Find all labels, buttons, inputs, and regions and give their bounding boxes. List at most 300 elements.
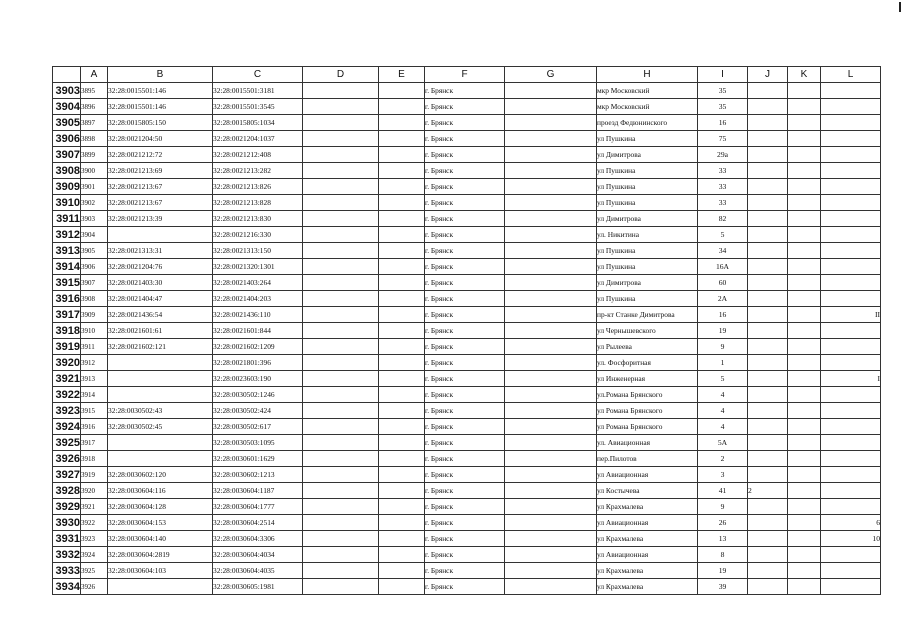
- row-number[interactable]: 3918: [53, 323, 81, 339]
- cell-g[interactable]: [505, 259, 597, 275]
- cell-d[interactable]: [303, 355, 379, 371]
- cell-l[interactable]: [821, 499, 881, 515]
- cell-e[interactable]: [379, 179, 425, 195]
- cell-l[interactable]: [821, 579, 881, 595]
- cell-f[interactable]: г. Брянск: [425, 259, 505, 275]
- cell-g[interactable]: [505, 227, 597, 243]
- cell-g[interactable]: [505, 147, 597, 163]
- cell-d[interactable]: [303, 515, 379, 531]
- cell-e[interactable]: [379, 371, 425, 387]
- row-number[interactable]: 3915: [53, 275, 81, 291]
- cell-l[interactable]: 6: [821, 515, 881, 531]
- cell-d[interactable]: [303, 435, 379, 451]
- cell-e[interactable]: [379, 243, 425, 259]
- cell-l[interactable]: [821, 467, 881, 483]
- row-number[interactable]: 3904: [53, 99, 81, 115]
- column-header-d[interactable]: D: [303, 67, 379, 83]
- cell-d[interactable]: [303, 483, 379, 499]
- row-number[interactable]: 3913: [53, 243, 81, 259]
- cell-i[interactable]: 33: [698, 179, 748, 195]
- cell-c[interactable]: 32:28:0023603:190: [213, 371, 303, 387]
- cell-i[interactable]: 16: [698, 307, 748, 323]
- cell-e[interactable]: [379, 131, 425, 147]
- cell-i[interactable]: 4: [698, 419, 748, 435]
- cell-d[interactable]: [303, 211, 379, 227]
- cell-i[interactable]: 13: [698, 531, 748, 547]
- cell-j[interactable]: [748, 291, 788, 307]
- cell-a[interactable]: 3902: [81, 195, 108, 211]
- cell-i[interactable]: 33: [698, 195, 748, 211]
- row-number[interactable]: 3914: [53, 259, 81, 275]
- cell-l[interactable]: [821, 323, 881, 339]
- cell-g[interactable]: [505, 179, 597, 195]
- cell-l[interactable]: [821, 227, 881, 243]
- cell-h[interactable]: ул. Авиационная: [597, 435, 698, 451]
- cell-j[interactable]: [748, 83, 788, 99]
- cell-f[interactable]: г. Брянск: [425, 163, 505, 179]
- cell-g[interactable]: [505, 323, 597, 339]
- row-number[interactable]: 3924: [53, 419, 81, 435]
- cell-b[interactable]: [108, 451, 213, 467]
- cell-k[interactable]: [788, 275, 821, 291]
- cell-j[interactable]: [748, 339, 788, 355]
- cell-f[interactable]: г. Брянск: [425, 371, 505, 387]
- cell-b[interactable]: [108, 579, 213, 595]
- cell-d[interactable]: [303, 83, 379, 99]
- row-number[interactable]: 3928: [53, 483, 81, 499]
- cell-b[interactable]: 32:28:0030502:45: [108, 419, 213, 435]
- cell-j[interactable]: [748, 131, 788, 147]
- cell-h[interactable]: ул. Никитина: [597, 227, 698, 243]
- cell-f[interactable]: г. Брянск: [425, 115, 505, 131]
- cell-f[interactable]: г. Брянск: [425, 563, 505, 579]
- cell-j[interactable]: [748, 227, 788, 243]
- cell-e[interactable]: [379, 83, 425, 99]
- cell-d[interactable]: [303, 323, 379, 339]
- cell-a[interactable]: 3910: [81, 323, 108, 339]
- cell-j[interactable]: [748, 419, 788, 435]
- cell-h[interactable]: ул Рылеева: [597, 339, 698, 355]
- cell-k[interactable]: [788, 483, 821, 499]
- cell-c[interactable]: 32:28:0021404:203: [213, 291, 303, 307]
- cell-j[interactable]: [748, 467, 788, 483]
- cell-h[interactable]: ул Чернышевского: [597, 323, 698, 339]
- cell-a[interactable]: 3906: [81, 259, 108, 275]
- cell-l[interactable]: [821, 211, 881, 227]
- column-header-f[interactable]: F: [425, 67, 505, 83]
- cell-h[interactable]: ул Димитрова: [597, 147, 698, 163]
- cell-g[interactable]: [505, 115, 597, 131]
- cell-j[interactable]: [748, 275, 788, 291]
- cell-h[interactable]: ул Авиационная: [597, 515, 698, 531]
- cell-j[interactable]: [748, 499, 788, 515]
- cell-a[interactable]: 3909: [81, 307, 108, 323]
- cell-b[interactable]: [108, 387, 213, 403]
- cell-k[interactable]: [788, 339, 821, 355]
- cell-i[interactable]: 16: [698, 115, 748, 131]
- cell-b[interactable]: 32:28:0015805:150: [108, 115, 213, 131]
- cell-l[interactable]: [821, 483, 881, 499]
- cell-j[interactable]: [748, 211, 788, 227]
- cell-i[interactable]: 5: [698, 227, 748, 243]
- cell-c[interactable]: 32:28:0021213:830: [213, 211, 303, 227]
- cell-e[interactable]: [379, 211, 425, 227]
- cell-j[interactable]: [748, 307, 788, 323]
- cell-l[interactable]: [821, 115, 881, 131]
- cell-k[interactable]: [788, 99, 821, 115]
- cell-c[interactable]: 32:28:0021436:110: [213, 307, 303, 323]
- cell-k[interactable]: [788, 131, 821, 147]
- cell-c[interactable]: 32:28:0021601:844: [213, 323, 303, 339]
- cell-f[interactable]: г. Брянск: [425, 195, 505, 211]
- cell-l[interactable]: [821, 355, 881, 371]
- row-number[interactable]: 3926: [53, 451, 81, 467]
- cell-l[interactable]: [821, 147, 881, 163]
- cell-e[interactable]: [379, 387, 425, 403]
- cell-c[interactable]: 32:28:0021213:826: [213, 179, 303, 195]
- cell-l[interactable]: [821, 339, 881, 355]
- cell-g[interactable]: [505, 291, 597, 307]
- cell-b[interactable]: 32:28:0030604:140: [108, 531, 213, 547]
- cell-g[interactable]: [505, 531, 597, 547]
- cell-i[interactable]: 4: [698, 387, 748, 403]
- cell-c[interactable]: 32:28:0015805:1034: [213, 115, 303, 131]
- cell-f[interactable]: г. Брянск: [425, 179, 505, 195]
- cell-f[interactable]: г. Брянск: [425, 99, 505, 115]
- cell-j[interactable]: [748, 323, 788, 339]
- cell-i[interactable]: 35: [698, 99, 748, 115]
- cell-c[interactable]: 32:28:0021320:1301: [213, 259, 303, 275]
- row-number[interactable]: 3910: [53, 195, 81, 211]
- cell-c[interactable]: 32:28:0021403:264: [213, 275, 303, 291]
- cell-b[interactable]: 32:28:0021213:69: [108, 163, 213, 179]
- cell-k[interactable]: [788, 419, 821, 435]
- cell-i[interactable]: 41: [698, 483, 748, 499]
- cell-b[interactable]: 32:28:0030604:103: [108, 563, 213, 579]
- cell-i[interactable]: 4: [698, 403, 748, 419]
- row-number[interactable]: 3920: [53, 355, 81, 371]
- cell-a[interactable]: 3897: [81, 115, 108, 131]
- cell-d[interactable]: [303, 387, 379, 403]
- cell-e[interactable]: [379, 227, 425, 243]
- cell-g[interactable]: [505, 211, 597, 227]
- cell-h[interactable]: мкр Московский: [597, 83, 698, 99]
- cell-a[interactable]: 3921: [81, 499, 108, 515]
- cell-d[interactable]: [303, 195, 379, 211]
- cell-c[interactable]: 32:28:0030604:1187: [213, 483, 303, 499]
- cell-k[interactable]: [788, 147, 821, 163]
- cell-k[interactable]: [788, 579, 821, 595]
- cell-j[interactable]: [748, 115, 788, 131]
- cell-e[interactable]: [379, 355, 425, 371]
- cell-l[interactable]: [821, 435, 881, 451]
- cell-c[interactable]: 32:28:0030604:2514: [213, 515, 303, 531]
- cell-h[interactable]: проезд Федюнинского: [597, 115, 698, 131]
- cell-h[interactable]: ул Романа Брянского: [597, 419, 698, 435]
- cell-g[interactable]: [505, 515, 597, 531]
- cell-l[interactable]: [821, 275, 881, 291]
- cell-l[interactable]: [821, 291, 881, 307]
- cell-d[interactable]: [303, 563, 379, 579]
- cell-d[interactable]: [303, 307, 379, 323]
- cell-a[interactable]: 3925: [81, 563, 108, 579]
- cell-b[interactable]: 32:28:0021602:121: [108, 339, 213, 355]
- cell-d[interactable]: [303, 131, 379, 147]
- cell-j[interactable]: [748, 243, 788, 259]
- cell-g[interactable]: [505, 579, 597, 595]
- cell-l[interactable]: [821, 419, 881, 435]
- cell-a[interactable]: 3919: [81, 467, 108, 483]
- cell-d[interactable]: [303, 291, 379, 307]
- cell-e[interactable]: [379, 451, 425, 467]
- cell-h[interactable]: мкр Московский: [597, 99, 698, 115]
- cell-k[interactable]: [788, 467, 821, 483]
- cell-g[interactable]: [505, 563, 597, 579]
- row-number[interactable]: 3927: [53, 467, 81, 483]
- row-number[interactable]: 3909: [53, 179, 81, 195]
- cell-a[interactable]: 3911: [81, 339, 108, 355]
- cell-b[interactable]: 32:28:0021404:47: [108, 291, 213, 307]
- cell-d[interactable]: [303, 579, 379, 595]
- cell-c[interactable]: 32:28:0030502:424: [213, 403, 303, 419]
- cell-i[interactable]: 75: [698, 131, 748, 147]
- cell-e[interactable]: [379, 531, 425, 547]
- cell-d[interactable]: [303, 403, 379, 419]
- cell-j[interactable]: [748, 355, 788, 371]
- row-number[interactable]: 3919: [53, 339, 81, 355]
- cell-c[interactable]: 32:28:0021213:828: [213, 195, 303, 211]
- cell-h[interactable]: ул Пушкина: [597, 131, 698, 147]
- cell-g[interactable]: [505, 99, 597, 115]
- cell-f[interactable]: г. Брянск: [425, 83, 505, 99]
- row-number[interactable]: 3931: [53, 531, 81, 547]
- cell-k[interactable]: [788, 211, 821, 227]
- cell-f[interactable]: г. Брянск: [425, 387, 505, 403]
- cell-a[interactable]: 3896: [81, 99, 108, 115]
- cell-c[interactable]: 32:28:0021313:150: [213, 243, 303, 259]
- cell-g[interactable]: [505, 467, 597, 483]
- cell-b[interactable]: 32:28:0021403:30: [108, 275, 213, 291]
- cell-f[interactable]: г. Брянск: [425, 579, 505, 595]
- cell-i[interactable]: 2А: [698, 291, 748, 307]
- cell-l[interactable]: [821, 243, 881, 259]
- cell-i[interactable]: 19: [698, 563, 748, 579]
- cell-f[interactable]: г. Брянск: [425, 435, 505, 451]
- row-number[interactable]: 3916: [53, 291, 81, 307]
- cell-j[interactable]: [748, 371, 788, 387]
- cell-d[interactable]: [303, 259, 379, 275]
- cell-i[interactable]: 5: [698, 371, 748, 387]
- cell-h[interactable]: ул.Романа Брянского: [597, 387, 698, 403]
- cell-d[interactable]: [303, 147, 379, 163]
- cell-g[interactable]: [505, 131, 597, 147]
- cell-b[interactable]: 32:28:0015501:146: [108, 99, 213, 115]
- cell-c[interactable]: 32:28:0030503:1095: [213, 435, 303, 451]
- cell-l[interactable]: [821, 547, 881, 563]
- cell-j[interactable]: [748, 195, 788, 211]
- cell-k[interactable]: [788, 451, 821, 467]
- cell-g[interactable]: [505, 275, 597, 291]
- cell-d[interactable]: [303, 243, 379, 259]
- cell-g[interactable]: [505, 307, 597, 323]
- cell-g[interactable]: [505, 499, 597, 515]
- column-header-i[interactable]: I: [698, 67, 748, 83]
- row-number[interactable]: 3917: [53, 307, 81, 323]
- cell-e[interactable]: [379, 259, 425, 275]
- cell-g[interactable]: [505, 451, 597, 467]
- cell-f[interactable]: г. Брянск: [425, 451, 505, 467]
- cell-k[interactable]: [788, 371, 821, 387]
- cell-h[interactable]: пр-кт Станке Димитрова: [597, 307, 698, 323]
- cell-l[interactable]: [821, 179, 881, 195]
- column-header-g[interactable]: G: [505, 67, 597, 83]
- cell-k[interactable]: [788, 563, 821, 579]
- cell-e[interactable]: [379, 323, 425, 339]
- cell-k[interactable]: [788, 291, 821, 307]
- cell-b[interactable]: [108, 371, 213, 387]
- cell-e[interactable]: [379, 291, 425, 307]
- row-number[interactable]: 3921: [53, 371, 81, 387]
- cell-i[interactable]: 33: [698, 163, 748, 179]
- cell-i[interactable]: 9: [698, 499, 748, 515]
- cell-j[interactable]: [748, 515, 788, 531]
- cell-h[interactable]: ул Костычева: [597, 483, 698, 499]
- column-header-k[interactable]: K: [788, 67, 821, 83]
- cell-a[interactable]: 3918: [81, 451, 108, 467]
- cell-b[interactable]: 32:28:0021601:61: [108, 323, 213, 339]
- cell-j[interactable]: [748, 163, 788, 179]
- cell-f[interactable]: г. Брянск: [425, 243, 505, 259]
- cell-h[interactable]: ул. Фосфоритная: [597, 355, 698, 371]
- cell-g[interactable]: [505, 435, 597, 451]
- cell-b[interactable]: 32:28:0030604:153: [108, 515, 213, 531]
- cell-c[interactable]: 32:28:0030602:1213: [213, 467, 303, 483]
- cell-b[interactable]: [108, 435, 213, 451]
- cell-f[interactable]: г. Брянск: [425, 483, 505, 499]
- cell-g[interactable]: [505, 483, 597, 499]
- column-header-b[interactable]: B: [108, 67, 213, 83]
- cell-k[interactable]: [788, 179, 821, 195]
- cell-l[interactable]: [821, 195, 881, 211]
- cell-f[interactable]: г. Брянск: [425, 211, 505, 227]
- cell-a[interactable]: 3895: [81, 83, 108, 99]
- cell-l[interactable]: [821, 99, 881, 115]
- row-number[interactable]: 3929: [53, 499, 81, 515]
- cell-d[interactable]: [303, 531, 379, 547]
- cell-b[interactable]: [108, 227, 213, 243]
- cell-f[interactable]: г. Брянск: [425, 323, 505, 339]
- cell-f[interactable]: г. Брянск: [425, 499, 505, 515]
- cell-c[interactable]: 32:28:0030601:1629: [213, 451, 303, 467]
- cell-k[interactable]: [788, 531, 821, 547]
- corner-cell[interactable]: [53, 67, 81, 83]
- cell-h[interactable]: ул Пушкина: [597, 243, 698, 259]
- cell-a[interactable]: 3900: [81, 163, 108, 179]
- cell-k[interactable]: [788, 547, 821, 563]
- cell-c[interactable]: 32:28:0030502:617: [213, 419, 303, 435]
- cell-j[interactable]: [748, 563, 788, 579]
- cell-c[interactable]: 32:28:0021216:330: [213, 227, 303, 243]
- cell-h[interactable]: ул Авиационная: [597, 547, 698, 563]
- cell-i[interactable]: 34: [698, 243, 748, 259]
- row-number[interactable]: 3906: [53, 131, 81, 147]
- cell-e[interactable]: [379, 547, 425, 563]
- cell-c[interactable]: 32:28:0021602:1209: [213, 339, 303, 355]
- cell-a[interactable]: 3920: [81, 483, 108, 499]
- cell-e[interactable]: [379, 483, 425, 499]
- cell-d[interactable]: [303, 163, 379, 179]
- cell-e[interactable]: [379, 579, 425, 595]
- cell-k[interactable]: [788, 499, 821, 515]
- cell-h[interactable]: ул Пушкина: [597, 195, 698, 211]
- cell-k[interactable]: [788, 307, 821, 323]
- cell-a[interactable]: 3901: [81, 179, 108, 195]
- cell-g[interactable]: [505, 403, 597, 419]
- cell-a[interactable]: 3903: [81, 211, 108, 227]
- row-number[interactable]: 3930: [53, 515, 81, 531]
- cell-h[interactable]: ул Крахмалева: [597, 499, 698, 515]
- cell-j[interactable]: [748, 259, 788, 275]
- cell-i[interactable]: 26: [698, 515, 748, 531]
- cell-d[interactable]: [303, 419, 379, 435]
- cell-f[interactable]: г. Брянск: [425, 515, 505, 531]
- cell-d[interactable]: [303, 371, 379, 387]
- cell-f[interactable]: г. Брянск: [425, 147, 505, 163]
- cell-g[interactable]: [505, 243, 597, 259]
- cell-k[interactable]: [788, 243, 821, 259]
- cell-i[interactable]: 9: [698, 339, 748, 355]
- cell-i[interactable]: 29а: [698, 147, 748, 163]
- cell-k[interactable]: [788, 387, 821, 403]
- cell-f[interactable]: г. Брянск: [425, 531, 505, 547]
- cell-i[interactable]: 1: [698, 355, 748, 371]
- cell-a[interactable]: 3923: [81, 531, 108, 547]
- cell-f[interactable]: г. Брянск: [425, 339, 505, 355]
- cell-a[interactable]: 3899: [81, 147, 108, 163]
- cell-l[interactable]: [821, 387, 881, 403]
- cell-i[interactable]: 2: [698, 451, 748, 467]
- cell-i[interactable]: 3: [698, 467, 748, 483]
- cell-h[interactable]: ул Пушкина: [597, 259, 698, 275]
- cell-k[interactable]: [788, 83, 821, 99]
- cell-h[interactable]: ул Пушкина: [597, 291, 698, 307]
- column-header-j[interactable]: J: [748, 67, 788, 83]
- cell-j[interactable]: [748, 387, 788, 403]
- row-number[interactable]: 3912: [53, 227, 81, 243]
- cell-d[interactable]: [303, 99, 379, 115]
- cell-c[interactable]: 32:28:0021213:282: [213, 163, 303, 179]
- cell-b[interactable]: 32:28:0030604:116: [108, 483, 213, 499]
- cell-h[interactable]: ул Романа Брянского: [597, 403, 698, 419]
- cell-c[interactable]: 32:28:0015501:3545: [213, 99, 303, 115]
- row-number[interactable]: 3903: [53, 83, 81, 99]
- cell-k[interactable]: [788, 435, 821, 451]
- cell-i[interactable]: 35: [698, 83, 748, 99]
- cell-g[interactable]: [505, 83, 597, 99]
- cell-i[interactable]: 39: [698, 579, 748, 595]
- cell-f[interactable]: г. Брянск: [425, 291, 505, 307]
- row-number[interactable]: 3934: [53, 579, 81, 595]
- cell-d[interactable]: [303, 547, 379, 563]
- cell-i[interactable]: 5А: [698, 435, 748, 451]
- row-number[interactable]: 3908: [53, 163, 81, 179]
- cell-l[interactable]: II: [821, 307, 881, 323]
- cell-c[interactable]: 32:28:0015501:3181: [213, 83, 303, 99]
- cell-j[interactable]: [748, 451, 788, 467]
- cell-b[interactable]: 32:28:0021213:67: [108, 179, 213, 195]
- cell-h[interactable]: ул Димитрова: [597, 211, 698, 227]
- cell-f[interactable]: г. Брянск: [425, 307, 505, 323]
